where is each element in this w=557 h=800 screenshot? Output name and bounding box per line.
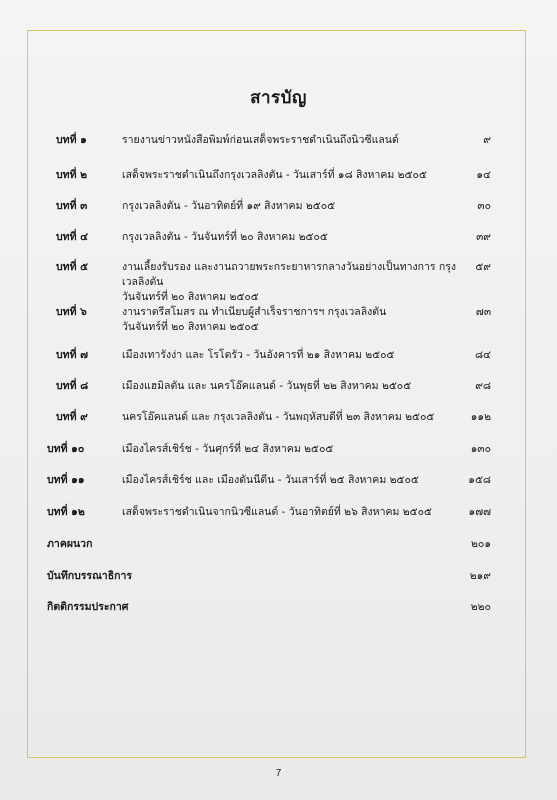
- page-number: ๑๕๘: [468, 474, 491, 486]
- section-label: บันทึกบรรณาธิการ: [47, 570, 133, 582]
- chapter-title: กรุงเวลลิงตัน - วันอาทิตย์ที่ ๑๙ สิงหาคม ๒๕๐๕: [122, 200, 336, 212]
- page-number: ๑๑๒: [470, 411, 491, 423]
- chapter-label: บทที่ ๓: [56, 200, 88, 212]
- page-folio-number: 7: [275, 768, 282, 779]
- page-number: ๒๑๙: [469, 570, 491, 582]
- chapter-label: บทที่ ๔: [56, 231, 89, 243]
- chapter-label: บทที่ ๘: [56, 380, 89, 392]
- page-number: ๕๙: [475, 261, 491, 273]
- page-number: ๙: [483, 134, 491, 146]
- chapter-label: บทที่ ๙: [56, 411, 88, 423]
- page-number: ๑๗๗: [468, 506, 491, 518]
- chapter-label: บทที่ ๒: [56, 169, 88, 181]
- chapter-title: เมืองไครส์เชิร์ช และ เมืองดันนีดีน - วันเสาร์ที่ ๒๕ สิงหาคม ๒๕๐๕: [122, 474, 419, 486]
- chapter-label: บทที่ ๕: [56, 261, 89, 273]
- chapter-title: นครโอ๊คแลนด์ และ กรุงเวลลิงตัน - วันพฤหัสบดีที่ ๒๓ สิงหาคม ๒๕๐๕: [122, 411, 435, 423]
- chapter-label: บทที่ ๑: [56, 134, 87, 146]
- page-number: ๙๘: [475, 380, 491, 392]
- chapter-title: งานราตรีสโมสร ณ ทำเนียบผู้สำเร็จราชการฯ กรุงเวลลิงตัน วันจันทร์ที่ ๒๐ สิงหาคม ๒๕๐๕: [122, 306, 387, 333]
- page-title: สารบัญ: [250, 88, 307, 108]
- page-number: ๓๐: [477, 200, 491, 212]
- chapter-title: เสด็จพระราชดำเนินจากนิวซีแลนด์ - วันอาทิตย์ที่ ๒๖ สิงหาคม ๒๕๐๕: [122, 506, 432, 518]
- page-number: ๗๓: [475, 306, 491, 318]
- page-number: ๑๓๐: [470, 443, 491, 455]
- chapter-label: บทที่ ๑๑: [47, 474, 85, 486]
- chapter-title: เสด็จพระราชดำเนินถึงกรุงเวลลิงตัน - วันเสาร์ที่ ๑๘ สิงหาคม ๒๕๐๕: [122, 169, 427, 181]
- section-label: กิตติกรรมประกาศ: [47, 601, 129, 613]
- page-number: ๒๐๑: [471, 538, 491, 550]
- page-number: ๓๙: [476, 231, 491, 243]
- chapter-label: บทที่ ๑๒: [47, 506, 85, 518]
- chapter-title: กรุงเวลลิงตัน - วันจันทร์ที่ ๒๐ สิงหาคม ๒๕๐๕: [122, 231, 328, 243]
- page-number: ๑๔: [476, 169, 491, 181]
- chapter-label: บทที่ ๗: [56, 349, 89, 361]
- section-label: ภาคผนวก: [47, 538, 93, 550]
- chapter-title: รายงานข่าวหนังสือพิมพ์ก่อนเสด็จพระราชดำเนินถึงนิวซีแลนด์: [122, 134, 399, 146]
- chapter-title: งานเลี้ยงรับรอง และงานถวายพระกระยาหารกลางวันอย่างเป็นทางการ กรุงเวลลิงตัน วันจันทร์ที่ ๒๐ สิงหาคม ๒๕๐๕: [122, 261, 457, 303]
- chapter-title: เมืองไครส์เชิร์ช - วันศุกร์ที่ ๒๔ สิงหาคม ๒๕๐๕: [122, 443, 334, 455]
- chapter-title: เมืองเทารังง่า และ โรโตรัว - วันอังคารที่ ๒๑ สิงหาคม ๒๕๐๕: [122, 349, 395, 361]
- chapter-title: เมืองแฮมิลตัน และ นครโอ๊คแลนด์ - วันพุธที่ ๒๒ สิงหาคม ๒๕๐๕: [122, 380, 412, 392]
- page-number: ๒๒๐: [470, 601, 491, 613]
- page-number: ๘๔: [474, 349, 491, 361]
- chapter-label: บทที่ ๑๐: [47, 443, 85, 455]
- chapter-label: บทที่ ๖: [56, 306, 87, 318]
